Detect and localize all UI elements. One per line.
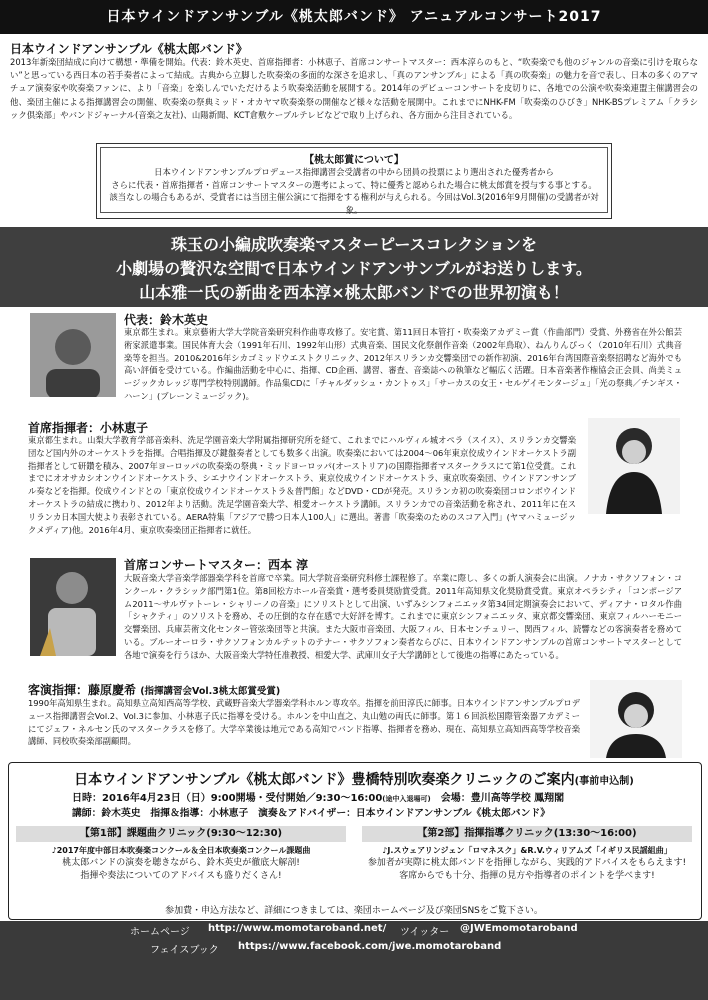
award-title: 【桃太郎賞について】 bbox=[304, 155, 404, 166]
person-bio-2: 東京都生まれ。山梨大学教育学部音楽科、洗足学園音楽大学附属指揮研究所を経て、これまでにハルヴィル城オペラ（スイス）、スリランカ交響楽団など国内外のオーケストラを指揮。合唱指揮及び鍵盤奏者としても数多く出演。吹奏楽においては2004～06年東京佼成ウインドオーケストラ副指揮者として研鑽を積み、2007年ヨーロッパの吹奏楽の祭典・ミッドヨーロッパ(オーストリア)の国際指揮者マスタークラスにて第1位受賞。これまでにオオサカシオンウインドオーケストラ、シエナウインドオーケストラ、東京佼成ウインドオーケストラ、東京吹奏楽団、ウインドアンサンブル奏などを指揮。佼成ウインドとの「東京佼成ウインドオーケストラ＆普門館」などDVD・CDが発売。スリランカ初の吹奏楽団コロンボウインドオーケストラの結成に携わり、2012年より活動。洗足学園音楽大学、相愛オーケストラ講師。スリランカでの音楽活動を称され、2011年に在スリランカ日本国大使より表彰されている。AERA特集「アジアで勝つ日本人100人」に選出。著書「吹奏楽のためのスコア入門」(ヤマハミュージックメディア)他。2016年4月、東京吹奏楽団正指揮者に就任。 bbox=[28, 435, 576, 535]
award-line-2: さらに代表・首席指揮者・首席コンサートマスターの選考によって、特に優秀と認められた場合に桃太郎賞を授与する事とする。 bbox=[111, 179, 597, 190]
clinic-date: 2016年4月23日（日）9:00開場・受付開始／9:30～16:00 bbox=[102, 793, 383, 804]
person-bio-4: 1990年高知県生まれ。高知県立高知西高等学校、武蔵野音楽大学器楽学科ホルン専攻卒。指揮を前田淳氏に師事。日本ウインドアンサンブルプロデュース指揮講習会Vol.2、Vol.3に参加、小林恵子氏に指導を受ける。ホルンを中山直之、丸山勉の両氏に師事。第１６回浜松国際管楽器アカデミーにてジェフ・ネルセン氏のマスタークラスを修了。大学卒業後は地元である高知でバンド指導、指揮者を務め、現在、高知県立高知西高等学校音楽講師、同校吹奏楽部副顧問。 bbox=[28, 698, 580, 747]
person-name-1: 代表：鈴木英史 bbox=[124, 313, 209, 327]
footer-hp-link[interactable]: http://www.momotaroband.net/ bbox=[208, 923, 387, 934]
clinic-venue: 豊川高等学校 鳳翔閣 bbox=[470, 793, 565, 804]
clinic-date-row: 日時：2016年4月23日（日）9:00開場・受付開始／9:30～16:00(途中入退場可) 会場：豊川高等学校 鳳翔閣 bbox=[72, 793, 565, 804]
headline-line-3: 山本雅一氏の新曲を西本淳×桃太郎バンドでの世界初演も！ bbox=[139, 283, 569, 302]
intro-heading: 日本ウインドアンサンブル《桃太郎バンド》 bbox=[10, 42, 248, 56]
footer-hp-label: ホームページ bbox=[130, 927, 190, 938]
session-2-desc-1: 参加者が実際に桃太郎バンドを指揮しながら、実践的アドバイスをもらえます! bbox=[367, 858, 687, 868]
photo-kobayashi bbox=[588, 418, 680, 514]
footer-twitter-label: ツイッター bbox=[400, 927, 450, 938]
headline-line-1: 珠玉の小編成吹奏楽マスターピースコレクションを bbox=[171, 235, 537, 254]
clinic-date-note: (途中入退場可) bbox=[382, 795, 431, 803]
session-2-desc-2: 客席からでも十分、指揮の見方や指導者のポイントを学べます! bbox=[399, 871, 655, 881]
person-bio-1: 東京都生まれ。東京藝術大学大学院音楽研究科作曲専攻修了。安宅賞、第11回日本管打・吹奏楽アカデミー賞（作曲部門）受賞、外務省在外公館芸術家派遣事業。国民体育大会（1991年石川、1992年山形）式典音楽、国民文化祭創作音楽（2002年鳥取）、ねんりんぴっく（2010年石川）式典音楽等を担当。2010&2016年シカゴミッドウエストクリニック、2012年スリランカ交響楽団での新作初演、2016年台湾国際音楽祭招聘など海外でも高い評価を受けている。作編曲活動を中心に、指揮、CD企画、講習、審査、音楽誌への執筆など幅広く活躍。日本音楽著作権協会正会員、尚美ミュージックカレッジ専門学校特別講師。作品集CDに「チャルダッシュ・カントゥス」「サーカスの女王・セルゲイモンタージュ」「光の祭典／チンギス・ハーン」(ブレーンミュージック)。 bbox=[124, 327, 682, 401]
session-1 bbox=[16, 826, 346, 883]
session-1-desc-2: 指揮や奏法についてのアドバイスも盛りだくさん! bbox=[80, 871, 282, 881]
photo-nishimoto bbox=[30, 558, 116, 656]
photo-fujiwara bbox=[590, 680, 682, 758]
clinic-title-note: (事前申込制) bbox=[574, 776, 634, 787]
person-bio-3: 大阪音楽大学音楽学部器楽学科を首席で卒業。同大学院音楽研究科修士課程修了。卒業に際し、多くの新人演奏会に出演。ノナカ・サクソフォン・コンクール・クラシック部門第1位。第8回松方ホール音楽賞・選考委員奨励賞受賞。2011年高知県文化奨励賞受賞。東京オペラシティ「コンポージアム2011～サルヴァトーレ・シャリーノの音楽」にソリストとして出演、いずみシンフォニエッタ第34回定期演奏会において、ディアナ・ロタル作曲「シャクティ」のソリストを務め、その圧倒的な存在感で大好評を博す。これまでに東京シンフォニエッタ、東京都交響楽団、東京フィルハーモニー交響楽団、兵庫芸術文化センター管弦楽団等と共演。また大阪市音楽団、大阪フィル、日本センチュリー、関西フィル、読響などの客演奏者を務めている。ブルーオーロラ・サクソフォンカルテットのテナー・サクソフォン奏者ならびに、日本ウインドアンサンブルの首席コンサートマスターとして各地で演奏を行うほか、大阪音楽大学特任准教授、相愛大学、武庫川女子大学講師として後進の指導にあたっている。 bbox=[124, 573, 682, 660]
award-line-3: 該当なしの場合もあるが、受賞者には当団主催公演にて指揮をする権利が与えられる。今回はVol.3(2016年9月開催)の受講者が対象。 bbox=[109, 192, 599, 215]
session-1-head: 【第1部】課題曲クリニック(9:30～12:30) bbox=[16, 826, 346, 842]
session-2 bbox=[362, 826, 692, 883]
session-1-piece: ♪2017年度中部日本吹奏楽コンクール＆全日本吹奏楽コンクール課題曲 bbox=[51, 846, 311, 855]
photo-suzuki bbox=[30, 313, 116, 397]
session-2-head: 【第2部】指揮指導クリニック(13:30～16:00) bbox=[362, 826, 692, 842]
footer-twitter-handle[interactable]: @JWEmomotaroband bbox=[460, 923, 578, 934]
award-line-1: 日本ウインドアンサンブルプロデュース指揮講習会受講者の中から団員の投票により選出された優秀者から bbox=[154, 167, 554, 177]
session-2-piece: ♪J.スウェアリンジェン「ロマネスク」&R.V.ウィリアムズ「イギリス民謡組曲」 bbox=[382, 846, 672, 855]
person-name-3: 首席コンサートマスター：西本 淳 bbox=[124, 558, 309, 572]
footer bbox=[0, 921, 708, 1000]
clinic-closing: 参加費・申込方法など、詳細につきましては、楽団ホームページ及び楽団SNSをご覧下さい。 bbox=[165, 906, 543, 916]
award-box bbox=[96, 143, 612, 219]
person-name-4-note: (指揮講習会Vol.3桃太郎賞受賞) bbox=[140, 686, 281, 697]
clinic-title: 日本ウインドアンサンブル《桃太郎バンド》豊橋特別吹奏楽クリニックのご案内(事前申込制) bbox=[74, 772, 634, 788]
banner-title: 日本ウインドアンサンブル《桃太郎バンド》 アニュアルコンサート2017 bbox=[0, 0, 708, 34]
person-name-2: 首席指揮者：小林恵子 bbox=[28, 421, 149, 435]
headline-band bbox=[0, 227, 708, 307]
footer-fb-link[interactable]: https://www.facebook.com/jwe.momotaroband bbox=[238, 941, 502, 952]
session-1-desc-1: 桃太郎バンドの演奏を聴きながら、鈴木英史が徹底大解剖! bbox=[62, 858, 300, 868]
footer-fb-label: フェイスブック bbox=[150, 945, 219, 956]
headline-line-2: 小劇場の贅沢な空間で日本ウインドアンサンブルがお送りします。 bbox=[116, 259, 592, 278]
person-name-4: 客演指揮：藤原慶希 (指揮講習会Vol.3桃太郎賞受賞) bbox=[28, 683, 281, 697]
clinic-instructors: 講師：鈴木英史 指揮＆指導：小林恵子 演奏＆アドバイザー：日本ウインドアンサンブル《桃太郎バンド》 bbox=[72, 808, 550, 819]
intro-text: 2013年新楽団結成に向けて構想・準備を開始。代表：鈴木英史、首席指揮者：小林恵子、首席コンサートマスター：西本淳らのもと、“吹奏楽でも他のジャンルの音楽に引けを取らない”と思っている西日本の若手奏者によって結成。古典から立脚した吹奏楽の多面的な深さを追求し、「真のアンサンブル」による「真の吹奏楽」の魅力を音で表し、日本の多くのアマチュア演奏家や吹奏楽ファンに、より「音楽」を楽しんでいただけるよう吹奏楽活動を展開する。2014年のデビューコンサートを皮切りに、各地での公演や吹奏楽連盟主催講習会の他、楽団主催による指揮講習会の開催、吹奏楽の祭典ミッド・オカヤマ吹奏楽祭の開催など様々な活動を展開中。これまでにNHK-FM「吹奏楽のひびき」NHK-BSプレミアム「クラシック倶楽部」やバンドジャーナル(音楽之友社)、山陽新聞、KCT倉敷ケーブルテレビなどで取り上げられ、各方面から注目されている。 bbox=[10, 57, 698, 120]
